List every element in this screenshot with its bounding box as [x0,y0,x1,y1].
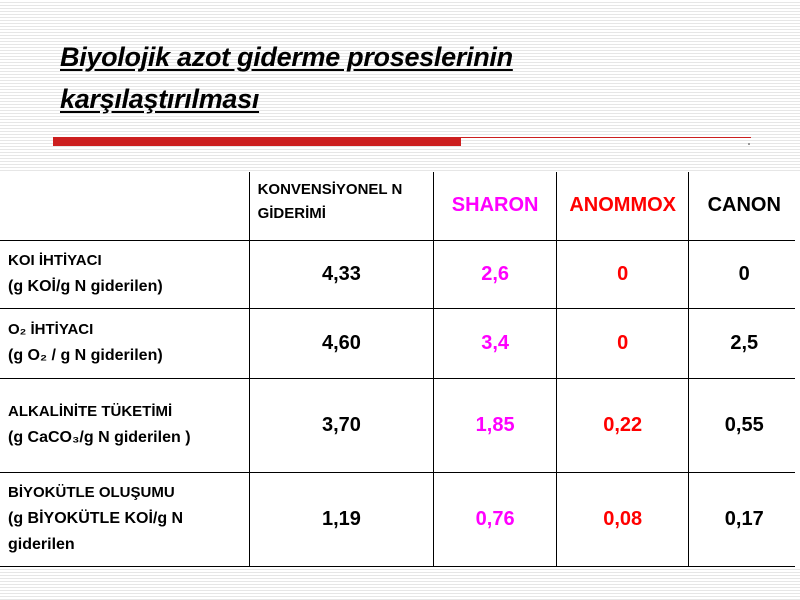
row-unit: (g KOİ/g N giderilen) [8,278,163,295]
table-row [0,308,800,378]
table-right-margin [795,172,800,568]
slide-title-line-1: Biyolojik azot giderme proseslerinin [60,42,513,72]
slide-title [60,36,620,120]
column-header-canon: CANON [689,172,800,240]
row-label: KOI İHTİYACI [8,252,102,269]
row-label: ALKALİNİTE TÜKETİMİ [8,403,173,420]
row-header-o2 [0,308,249,378]
cell-canon: 2,5 [689,308,800,378]
cell-anommox: 0 [556,308,689,378]
row-header-koi [0,240,249,308]
row-label: O₂ İHTİYACI [8,321,94,338]
table-row [0,240,800,308]
row-unit: (g CaCO₃/g N giderilen ) [8,429,191,446]
cell-canon: 0 [689,240,800,308]
cell-sharon: 2,6 [434,240,557,308]
column-header-konvensiyonel: KONVENSİYONEL N GİDERİMİ [249,172,434,240]
row-unit: (g O₂ / g N giderilen) [8,347,163,364]
row-label: BİYOKÜTLE OLUŞUMU [8,484,175,501]
row-header-alkalinite [0,378,249,472]
comparison-table-area [0,172,800,568]
column-header-sharon: SHARON [434,172,557,240]
table-row [0,378,800,472]
row-header-biyokutle [0,472,249,566]
cell-anommox: 0,08 [556,472,689,566]
cell-sharon: 0,76 [434,472,557,566]
cell-konvensiyonel: 4,60 [249,308,434,378]
column-header-anommox: ANOMMOX [556,172,689,240]
title-divider-line [461,137,751,138]
row-unit: (g BİYOKÜTLE KOİ/g N giderilen [8,510,184,553]
table-header-row [0,172,800,240]
divider-dot [748,143,750,145]
table-corner-cell [0,172,249,240]
cell-anommox: 0 [556,240,689,308]
cell-sharon: 3,4 [434,308,557,378]
cell-konvensiyonel: 3,70 [249,378,434,472]
table-row [0,472,800,566]
cell-konvensiyonel: 4,33 [249,240,434,308]
comparison-table [0,172,800,567]
slide-title-line-2: karşılaştırılması [60,84,260,114]
cell-anommox: 0,22 [556,378,689,472]
cell-canon: 0,17 [689,472,800,566]
title-divider-bar [53,137,461,146]
cell-canon: 0,55 [689,378,800,472]
cell-konvensiyonel: 1,19 [249,472,434,566]
cell-sharon: 1,85 [434,378,557,472]
